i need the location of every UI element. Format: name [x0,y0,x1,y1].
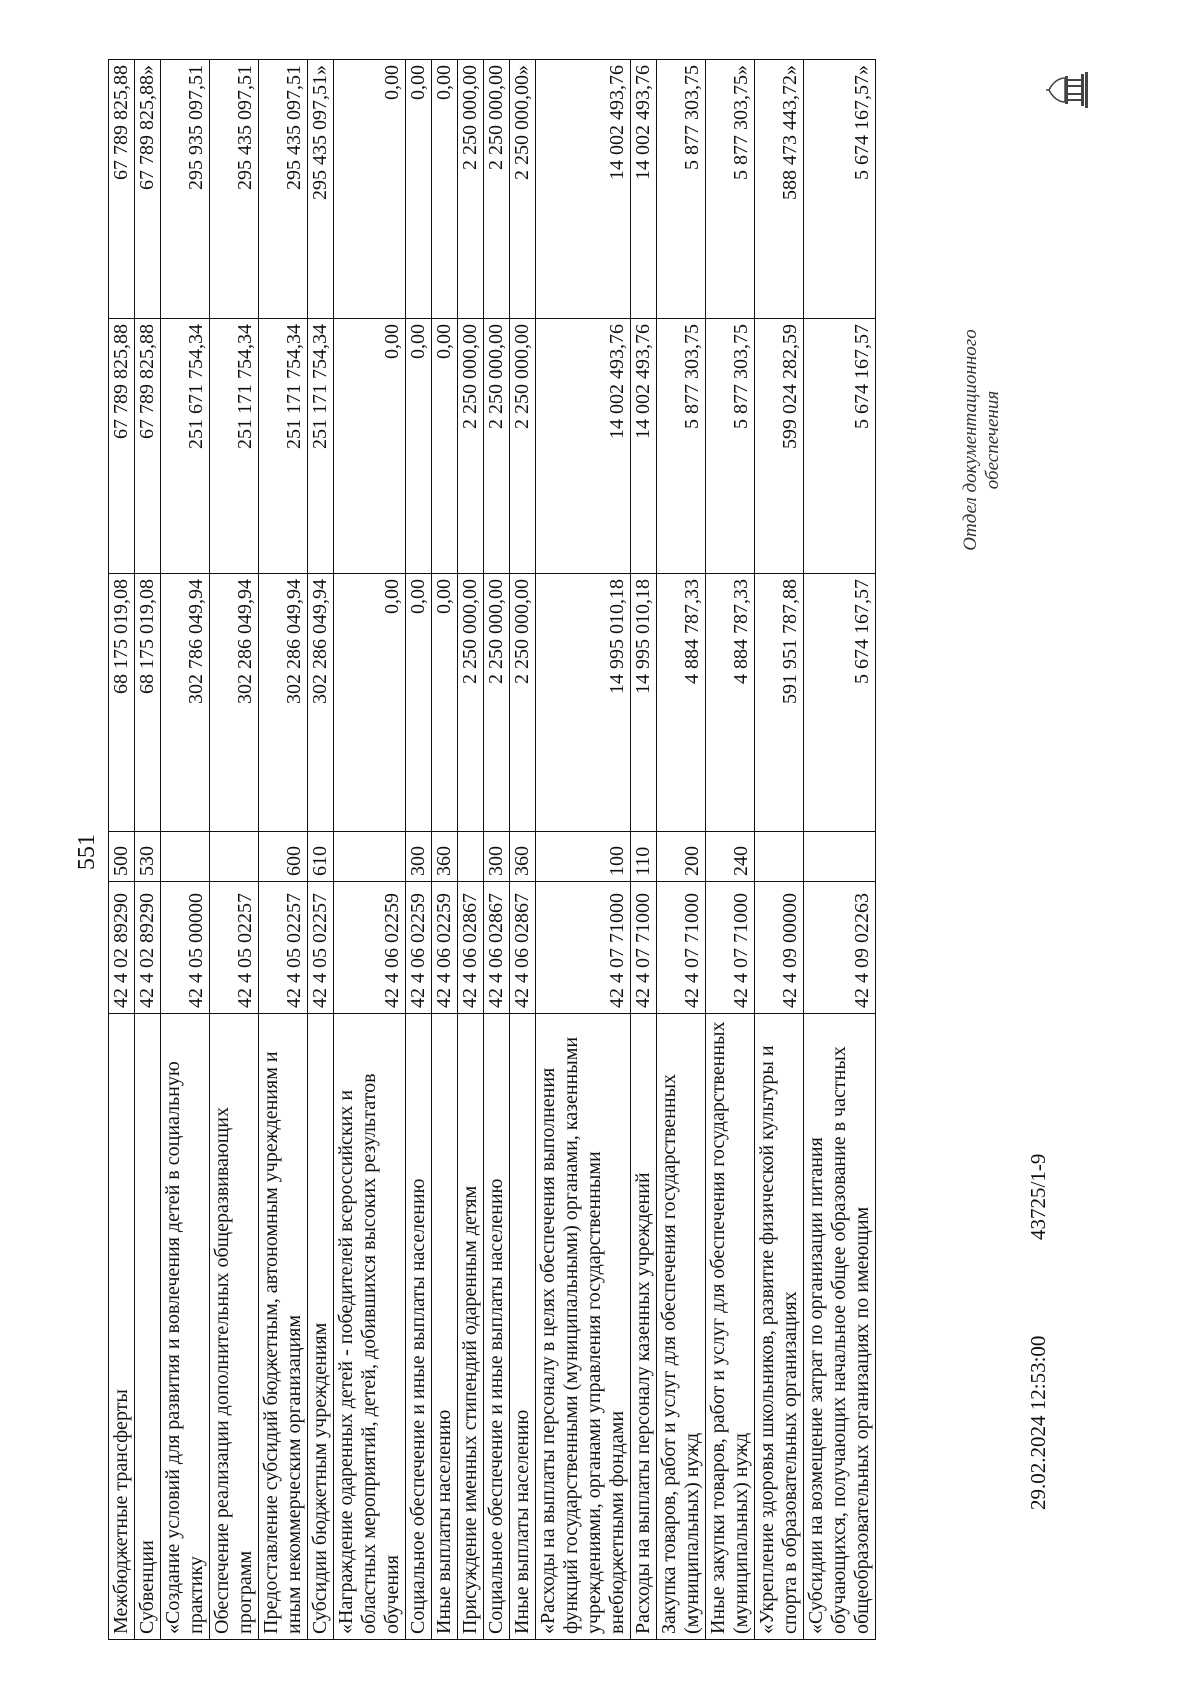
department-stamp [960,240,1004,640]
row-amount-2026: 295 435 097,51 [210,60,259,319]
row-amount-2026: 0,00 [432,60,458,319]
row-expense-type: 110 [631,832,657,882]
row-code: 42 4 05 02257 [210,882,259,1014]
row-code: 42 4 06 02867 [458,882,484,1014]
row-name: «Награждение одаренных детей - победителей всероссийских и областных мероприятий, детей, добившихся высоких результатов обучения [334,1014,406,1640]
row-amount-2026: 2 250 000,00 [484,60,510,319]
row-expense-type: 530 [135,832,161,882]
row-amount-2024: 68 175 019,08 [135,574,161,832]
row-amount-2025: 14 002 493,76 [536,319,631,574]
row-amount-2024: 591 951 787,88 [755,574,804,832]
stamp-line-1: Отдел документационного [960,329,981,551]
table-row [631,60,657,1640]
row-code: 42 4 07 71000 [657,882,706,1014]
row-expense-type [755,832,804,882]
row-code: 42 4 05 00000 [161,882,210,1014]
row-amount-2025: 5 674 167,57 [804,319,876,574]
row-amount-2025: 251 171 754,34 [210,319,259,574]
row-name: Социальное обеспечение и иные выплаты населению [484,1014,510,1640]
row-amount-2024: 4 884 787,33 [706,574,755,832]
row-expense-type: 200 [657,832,706,882]
row-expense-type [210,832,259,882]
row-amount-2025: 14 002 493,76 [631,319,657,574]
row-code: 42 4 09 02263 [804,882,876,1014]
row-expense-type [334,832,406,882]
row-amount-2024: 2 250 000,00 [458,574,484,832]
row-expense-type [804,832,876,882]
row-name: Субвенции [135,1014,161,1640]
row-amount-2025: 0,00 [406,319,432,574]
row-amount-2024: 302 286 049,94 [210,574,259,832]
row-code: 42 4 07 71000 [631,882,657,1014]
row-amount-2026: 2 250 000,00 [458,60,484,319]
row-code: 42 4 07 71000 [536,882,631,1014]
table-row [109,60,135,1640]
row-code: 42 4 06 02867 [484,882,510,1014]
row-amount-2024: 2 250 000,00 [510,574,536,832]
row-amount-2026: 295 935 097,51 [161,60,210,319]
row-amount-2024: 302 286 049,94 [308,574,334,832]
table-row [510,60,536,1640]
table-row [210,60,259,1640]
table-row [135,60,161,1640]
budget-table [108,59,876,1640]
table-row [484,60,510,1640]
row-amount-2026: 5 877 303,75 [657,60,706,319]
row-amount-2026: 67 789 825,88» [135,60,161,319]
table-row [536,60,631,1640]
row-code: 42 4 06 02867 [510,882,536,1014]
row-expense-type: 360 [432,832,458,882]
row-code: 42 4 02 89290 [135,882,161,1014]
table-row [706,60,755,1640]
table-row [804,60,876,1640]
row-name: «Укрепление здоровья школьников, развитие физической культуры и спорта в образовательных организациях [755,1014,804,1640]
row-amount-2024: 14 995 010,18 [631,574,657,832]
row-expense-type: 300 [406,832,432,882]
row-name: Закупка товаров, работ и услуг для обеспечения государственных (муниципальных) нужд [657,1014,706,1640]
row-amount-2025: 5 877 303,75 [657,319,706,574]
row-amount-2026: 295 435 097,51» [308,60,334,319]
footer-date: 29.02.2024 12:53:00 [1026,1335,1050,1510]
table-row [406,60,432,1640]
row-amount-2025: 67 789 825,88 [135,319,161,574]
row-code: 42 4 05 02257 [259,882,308,1014]
table-row [334,60,406,1640]
row-name: «Субсидии на возмещение затрат по организации питания обучающихся, получающих начальное общее образование в частных общеобразовательных организациях по имеющим [804,1014,876,1640]
row-name: Предоставление субсидий бюджетным, автономным учреждениям и иным некоммерческим организациям [259,1014,308,1640]
row-expense-type: 600 [259,832,308,882]
row-amount-2025: 0,00 [432,319,458,574]
row-amount-2025: 2 250 000,00 [510,319,536,574]
row-amount-2026: 295 435 097,51 [259,60,308,319]
row-amount-2026: 14 002 493,76 [631,60,657,319]
row-code: 42 4 07 71000 [706,882,755,1014]
row-name: Присуждение именных стипендий одаренным детям [458,1014,484,1640]
row-amount-2025: 2 250 000,00 [458,319,484,574]
row-amount-2024: 0,00 [334,574,406,832]
row-expense-type: 300 [484,832,510,882]
row-name: Обеспечение реализации дополнительных общеразвивающих программ [210,1014,259,1640]
row-name: Иные закупки товаров, работ и услуг для обеспечения государственных (муниципальных) нужд [706,1014,755,1640]
row-amount-2025: 5 877 303,75 [706,319,755,574]
row-amount-2024: 4 884 787,33 [657,574,706,832]
table-row [657,60,706,1640]
row-name: Иные выплаты населению [432,1014,458,1640]
row-amount-2025: 0,00 [334,319,406,574]
page-number: 551 [74,834,100,870]
row-code: 42 4 06 02259 [406,882,432,1014]
row-amount-2026: 0,00 [334,60,406,319]
row-amount-2025: 251 671 754,34 [161,319,210,574]
row-name: Межбюджетные трансферты [109,1014,135,1640]
row-expense-type: 240 [706,832,755,882]
table-row [432,60,458,1640]
row-amount-2026: 67 789 825,88 [109,60,135,319]
row-code: 42 4 05 02257 [308,882,334,1014]
row-amount-2024: 0,00 [432,574,458,832]
row-amount-2025: 599 024 282,59 [755,319,804,574]
row-expense-type [161,832,210,882]
row-amount-2024: 302 286 049,94 [259,574,308,832]
row-expense-type [458,832,484,882]
table-row [755,60,804,1640]
emblem-icon [1045,70,1089,110]
row-expense-type: 610 [308,832,334,882]
row-name: Субсидии бюджетным учреждениям [308,1014,334,1640]
row-amount-2026: 14 002 493,76 [536,60,631,319]
row-amount-2025: 67 789 825,88 [109,319,135,574]
row-amount-2024: 302 786 049,94 [161,574,210,832]
row-amount-2025: 251 171 754,34 [308,319,334,574]
rotated-page [60,60,1160,1640]
stamp-line-2: обеспечения [982,390,1003,490]
row-amount-2026: 588 473 443,72» [755,60,804,319]
row-name: Социальное обеспечение и иные выплаты населению [406,1014,432,1640]
row-amount-2024: 14 995 010,18 [536,574,631,832]
row-amount-2025: 251 171 754,34 [259,319,308,574]
row-amount-2024: 2 250 000,00 [484,574,510,832]
row-amount-2024: 5 674 167,57 [804,574,876,832]
row-amount-2026: 5 674 167,57» [804,60,876,319]
row-amount-2026: 0,00 [406,60,432,319]
table-row [308,60,334,1640]
row-amount-2026: 5 877 303,75» [706,60,755,319]
table-body [109,60,876,1640]
row-code: 42 4 06 02259 [432,882,458,1014]
footer-doc-number: 43725/1-9 [1026,1153,1050,1240]
row-amount-2026: 2 250 000,00» [510,60,536,319]
row-expense-type: 360 [510,832,536,882]
row-name: Расходы на выплаты персоналу казенных учреждений [631,1014,657,1640]
row-name: «Расходы на выплаты персоналу в целях обеспечения выполнения функций государственными (муниципальными) органами, казенными учреждениями, органами управления государственными внебюджетными фондами [536,1014,631,1640]
row-amount-2025: 2 250 000,00 [484,319,510,574]
row-expense-type: 100 [536,832,631,882]
row-name: «Создание условий для развития и вовлечения детей в социальную практику [161,1014,210,1640]
table-row [458,60,484,1640]
table-row [259,60,308,1640]
row-code: 42 4 06 02259 [334,882,406,1014]
row-name: Иные выплаты населению [510,1014,536,1640]
table-row [161,60,210,1640]
row-expense-type: 500 [109,832,135,882]
row-amount-2024: 0,00 [406,574,432,832]
row-amount-2024: 68 175 019,08 [109,574,135,832]
row-code: 42 4 09 00000 [755,882,804,1014]
row-code: 42 4 02 89290 [109,882,135,1014]
